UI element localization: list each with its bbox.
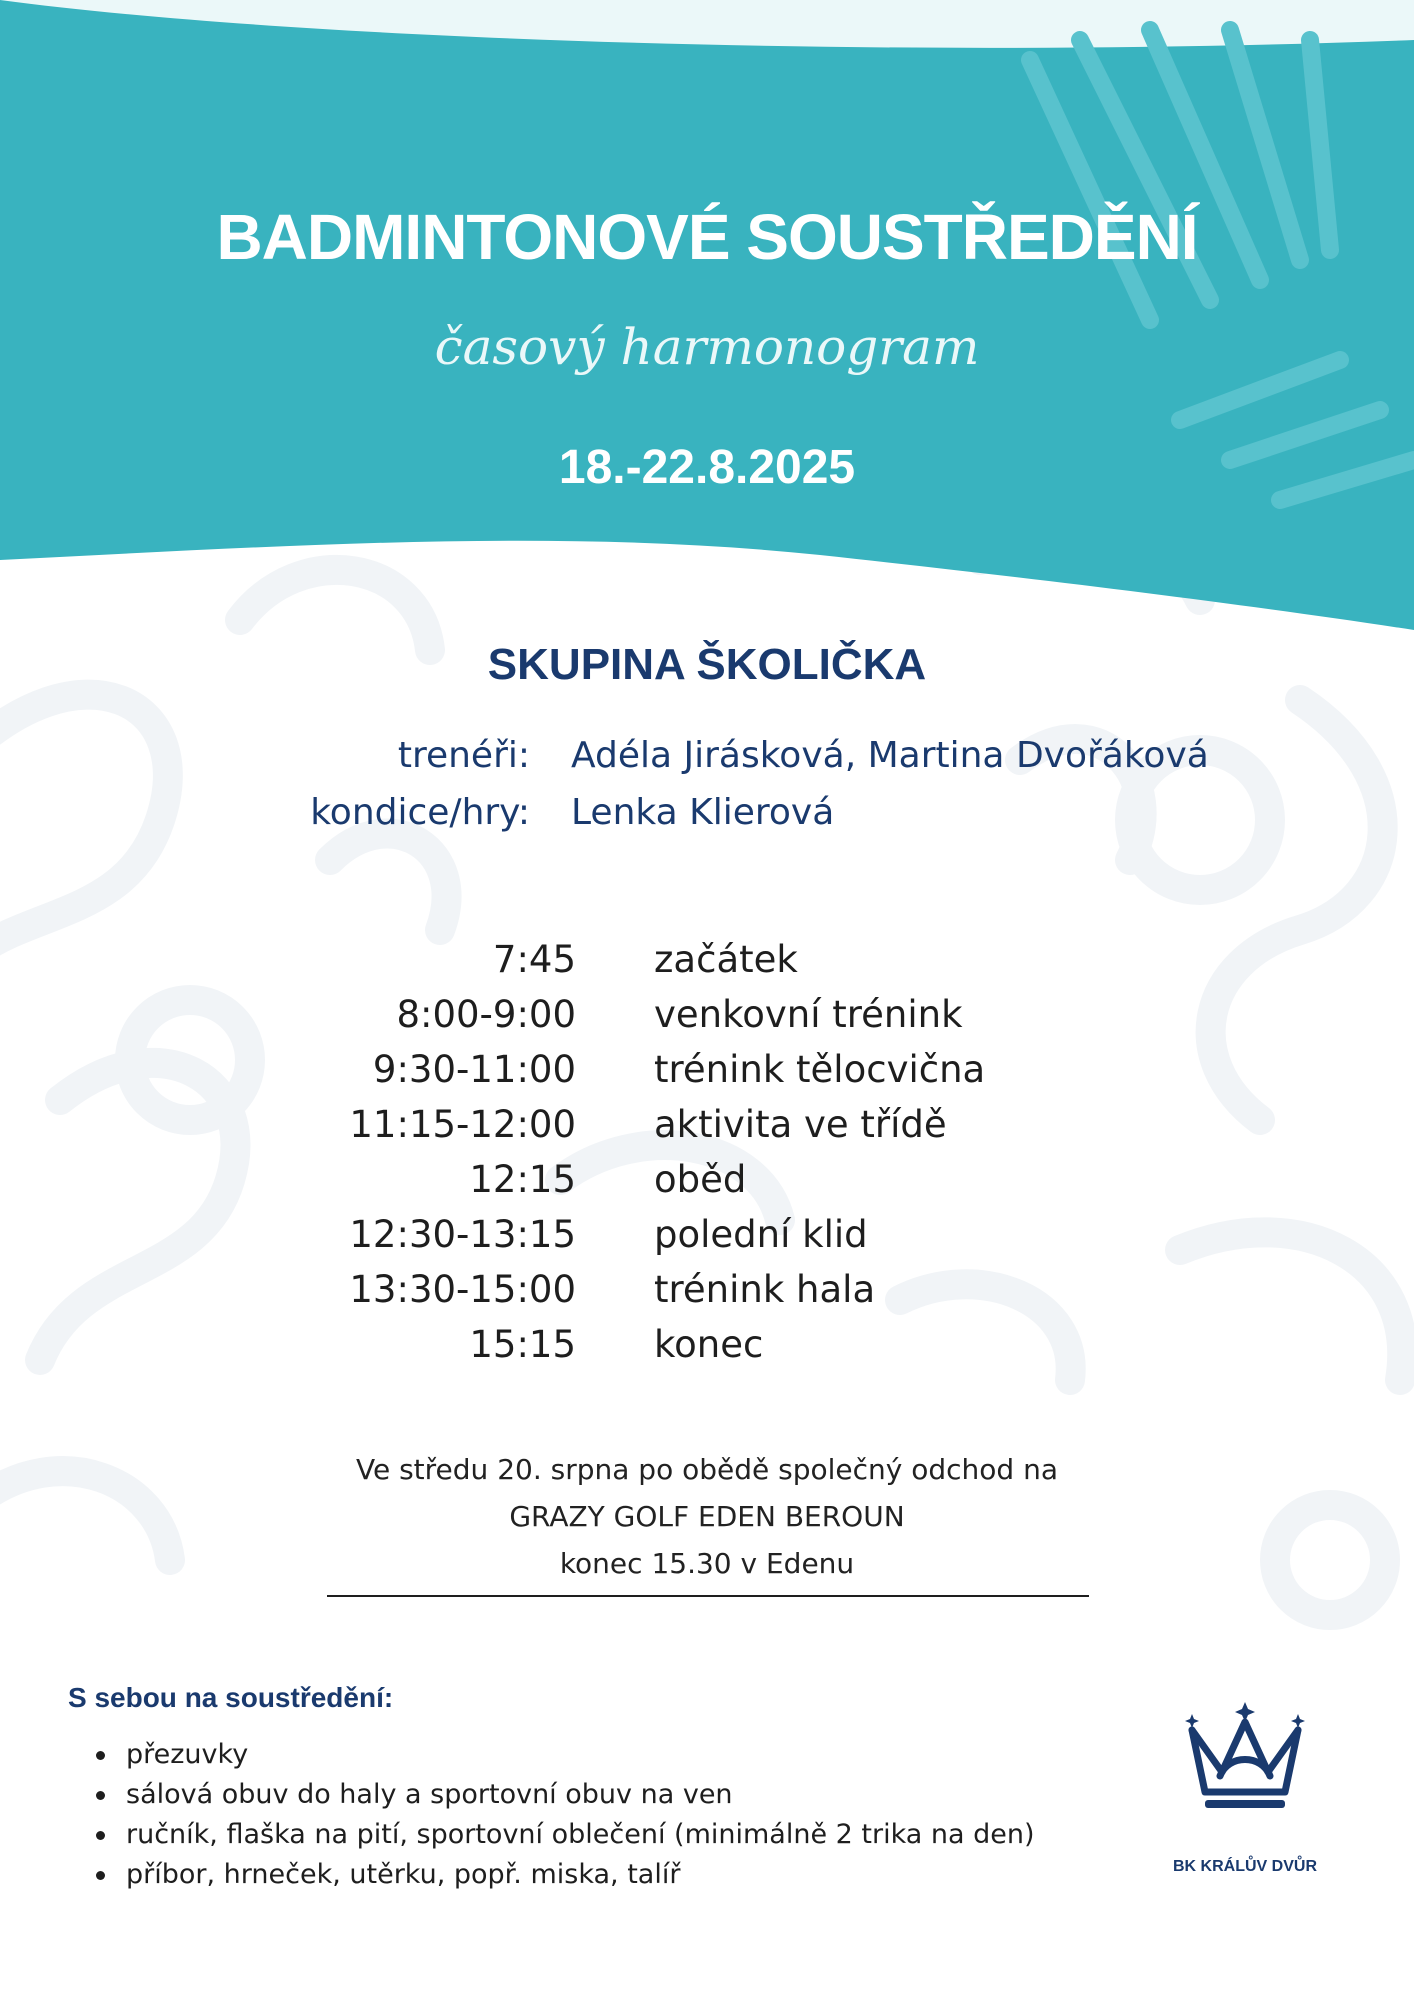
bullet-icon — [96, 1831, 105, 1840]
schedule-activity: trénink tělocvična — [654, 1048, 986, 1091]
coaches-value: Adéla Jirásková, Martina Dvořáková — [571, 735, 1209, 776]
schedule-activity: polední klid — [654, 1213, 868, 1256]
schedule-time: 11:15-12:00 — [349, 1103, 576, 1146]
trip-note-line: GRAZY GOLF EDEN BEROUN — [509, 1500, 905, 1533]
schedule-activity: začátek — [654, 938, 798, 981]
schedule-time: 13:30-15:00 — [349, 1268, 576, 1311]
divider — [327, 1595, 1089, 1597]
list-item-text: příbor, hrneček, utěrku, popř. miska, talíř — [126, 1859, 681, 1890]
coaches-label: trenéři: — [397, 735, 530, 776]
bullet-icon — [96, 1871, 105, 1880]
group-name: SKUPINA ŠKOLIČKA — [487, 640, 927, 689]
fitness-label: kondice/hry: — [310, 792, 530, 833]
list-item-text: ručník, flaška na pití, sportovní oblečení (minimálně 2 trika na den) — [126, 1819, 1035, 1850]
club-logo-text: BK KRÁLŮV DVŮR — [1173, 1858, 1317, 1875]
list-item — [96, 1855, 1035, 1895]
packing-list-title: S sebou na soustředění: — [68, 1682, 394, 1713]
trip-note-line: konec 15.30 v Edenu — [559, 1547, 855, 1580]
bullet-icon — [96, 1751, 105, 1760]
bullet-icon — [96, 1791, 105, 1800]
schedule-activity: venkovní trénink — [654, 993, 963, 1036]
list-item-text: sálová obuv do haly a sportovní obuv na ven — [126, 1779, 733, 1810]
schedule-time: 12:15 — [469, 1158, 576, 1201]
schedule-time: 15:15 — [469, 1323, 576, 1366]
schedule-activity: aktivita ve třídě — [654, 1103, 947, 1146]
list-item — [96, 1775, 1035, 1815]
list-item — [96, 1815, 1035, 1855]
schedule-time: 12:30-13:15 — [349, 1213, 576, 1256]
fitness-value: Lenka Klierová — [571, 792, 835, 833]
schedule-time: 7:45 — [492, 938, 576, 981]
schedule-activity: oběd — [654, 1158, 747, 1201]
list-item — [96, 1735, 1035, 1775]
schedule-activity: konec — [654, 1323, 764, 1366]
page-title: BADMINTONOVÉ SOUSTŘEDĚNÍ — [216, 201, 1198, 273]
schedule-activity: trénink hala — [654, 1268, 876, 1311]
page-subtitle: časový harmonogram — [434, 318, 980, 376]
schedule-time: 8:00-9:00 — [396, 993, 576, 1036]
trip-note-line: Ve středu 20. srpna po obědě společný odchod na — [355, 1453, 1059, 1486]
crown-shuttlecock-icon — [1180, 1700, 1310, 1820]
packing-list — [96, 1735, 1035, 1895]
schedule-time: 9:30-11:00 — [372, 1048, 576, 1091]
event-dates: 18.-22.8.2025 — [558, 441, 856, 494]
header-wave — [0, 0, 1414, 630]
list-item-text: přezuvky — [126, 1739, 249, 1770]
